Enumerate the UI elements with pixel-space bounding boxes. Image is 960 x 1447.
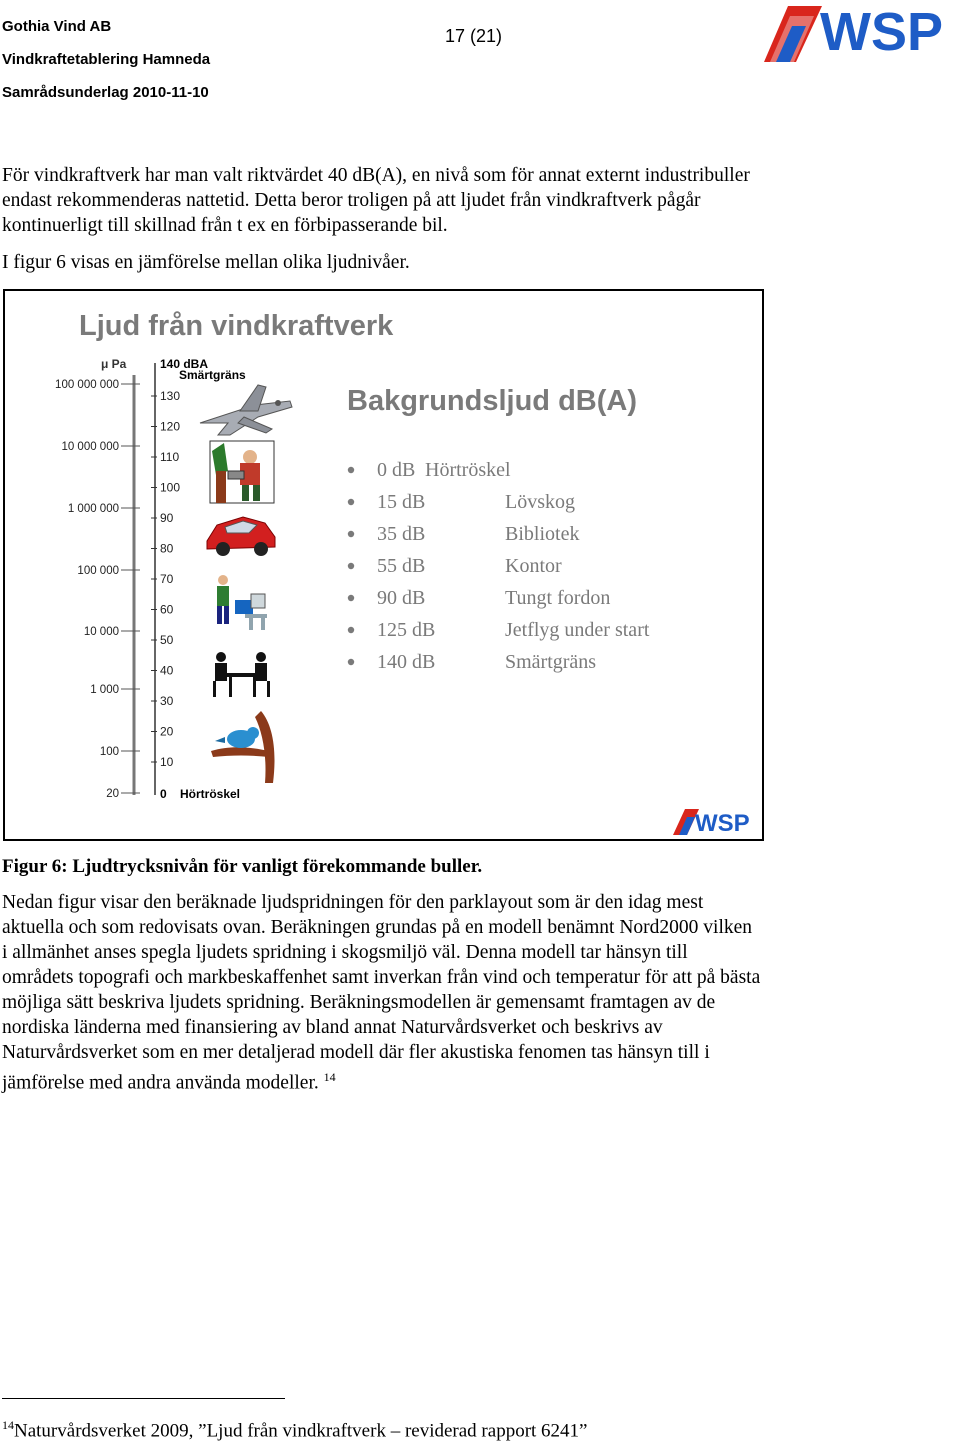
legend-title: Bakgrundsljud dB(A) — [347, 385, 637, 417]
page-number: 17 (21) — [445, 26, 503, 46]
db-tick-label: 70 — [160, 572, 174, 586]
car-icon — [207, 517, 275, 556]
legend-source-label: Kontor — [505, 555, 562, 577]
jet-icon — [200, 385, 292, 435]
figure-logo-wordmark: WSP — [695, 810, 750, 837]
logo-mark-icon — [764, 6, 822, 62]
db-tick-label: 90 — [160, 511, 174, 525]
hearing-threshold-label: Hörtröskel — [180, 787, 241, 801]
upa-unit-label: μ Pa — [101, 357, 127, 371]
figure-caption: Figur 6: Ljudtrycksnivån för vanligt förekommande buller. — [2, 856, 483, 877]
header-project: Vindkraftetablering Hamneda — [2, 51, 211, 68]
db-top-label: 140 dBA — [160, 357, 209, 371]
footnote-number: 14 — [2, 1418, 14, 1432]
legend-bullet-icon — [348, 531, 354, 537]
legend-db-value: 0 dB — [377, 459, 416, 481]
legend-bullet-icon — [348, 659, 354, 665]
upa-tick-label: 100 000 — [77, 565, 119, 577]
header-document: Samrådsunderlag 2010-11-10 — [2, 84, 209, 101]
upa-tick-label: 100 — [99, 746, 119, 758]
upa-tick-label: 1 000 000 — [67, 503, 119, 515]
legend-db-value: 140 dB — [377, 651, 436, 673]
db-tick-label: 60 — [160, 602, 174, 617]
legend-bullet-icon — [348, 595, 354, 601]
legend-source-label: Bibliotek — [505, 523, 580, 545]
db-tick-label: 20 — [160, 724, 174, 739]
logo-wordmark: WSP — [820, 2, 944, 62]
upa-tick-label: 1 000 — [90, 684, 119, 696]
footnote-rule — [2, 1398, 285, 1399]
db-tick-label: 50 — [160, 633, 174, 647]
legend-source-label: Smärtgräns — [505, 651, 597, 673]
legend-bullet-icon — [348, 563, 354, 569]
footnote-ref: 14 — [323, 1070, 336, 1084]
library-readers-icon — [213, 652, 270, 697]
paragraph-intro: För vindkraftverk har man valt riktvärdet 40 dB(A), en nivå som för annat externt industribuller endast rekommenderas nattetid. Detta beror troligen på att ljudet från vindkraftverk pågår kontinuerligt till skillnad från t ex en förbipasserande bil. — [2, 165, 750, 236]
legend-source-label: Jetflyg under start — [505, 619, 650, 641]
wsp-logo — [762, 0, 960, 66]
legend-source-label: Hörtröskel — [425, 459, 511, 481]
db-tick-label: 40 — [160, 663, 174, 678]
db-tick-label: 10 — [160, 755, 174, 769]
paragraph-figure-ref: I figur 6 visas en jämförelse mellan olika ljudnivåer. — [2, 252, 410, 273]
sound-level-figure — [3, 289, 764, 841]
upa-tick-label: 10 000 000 — [61, 441, 119, 453]
paragraph-model-text: Nedan figur visar den beräknade ljudspridningen för den parklayout som är den idag mest aktuella och som redovisats ovan. Beräkningen grundas på en modell benämnt Nord2000 vilken i allmänhet anses spegla ljudets spridning i skogsmiljö väl. Denna modell tar hänsyn till områdets topografi och markbeskaffenhet samt inverkan från vind och temperatur för att på bästa möjliga sätt beskriva ljudets spridning. Beräkningsmodellen är gemensamt framtagen av de nordiska länderna med finansiering av bland annat Naturvårdsverket och beskrivs av Naturvårdsverket som en mer detaljerad modell där fler akustiska fenomen tas hänsyn till i jämförelse med andra använda modeller. — [2, 892, 761, 1094]
legend-db-value: 35 dB — [377, 523, 426, 545]
upa-tick-label: 10 000 — [83, 626, 119, 638]
bird-on-branch-icon — [211, 711, 275, 783]
legend-source-label: Lövskog — [505, 491, 575, 513]
upa-tick-label: 100 000 000 — [55, 379, 119, 391]
legend-db-value: 125 dB — [377, 619, 436, 641]
legend-db-value: 55 dB — [377, 555, 426, 577]
db-tick-label: 110 — [160, 450, 180, 464]
chainsaw-worker-icon — [210, 441, 274, 503]
footnote-text: Naturvårdsverket 2009, ”Ljud från vindkraftverk – reviderad rapport 6241” — [14, 1420, 588, 1442]
footnote — [2, 1418, 587, 1442]
header-company: Gothia Vind AB — [2, 18, 112, 35]
legend-db-value: 90 dB — [377, 587, 426, 609]
db-tick-label: 30 — [160, 694, 174, 708]
legend-db-value: 15 dB — [377, 491, 426, 513]
db-tick-label: 80 — [160, 541, 174, 556]
pain-threshold-label: Smärtgräns — [179, 368, 246, 382]
legend-bullet-icon — [348, 467, 354, 473]
legend-bullet-icon — [348, 499, 354, 505]
db-tick-label: 100 — [160, 480, 181, 495]
paragraph-model — [2, 890, 762, 1096]
legend-bullet-icon — [348, 627, 354, 633]
office-workers-icon — [217, 575, 267, 630]
figure-wsp-logo — [673, 809, 750, 837]
db-tick-label: 130 — [160, 389, 181, 403]
figure-title: Ljud från vindkraftverk — [79, 310, 394, 342]
legend-source-label: Tungt fordon — [505, 587, 611, 609]
upa-tick-label: 20 — [106, 788, 119, 800]
db-tick-label: 120 — [160, 419, 181, 434]
db-zero-label: 0 — [160, 787, 167, 801]
